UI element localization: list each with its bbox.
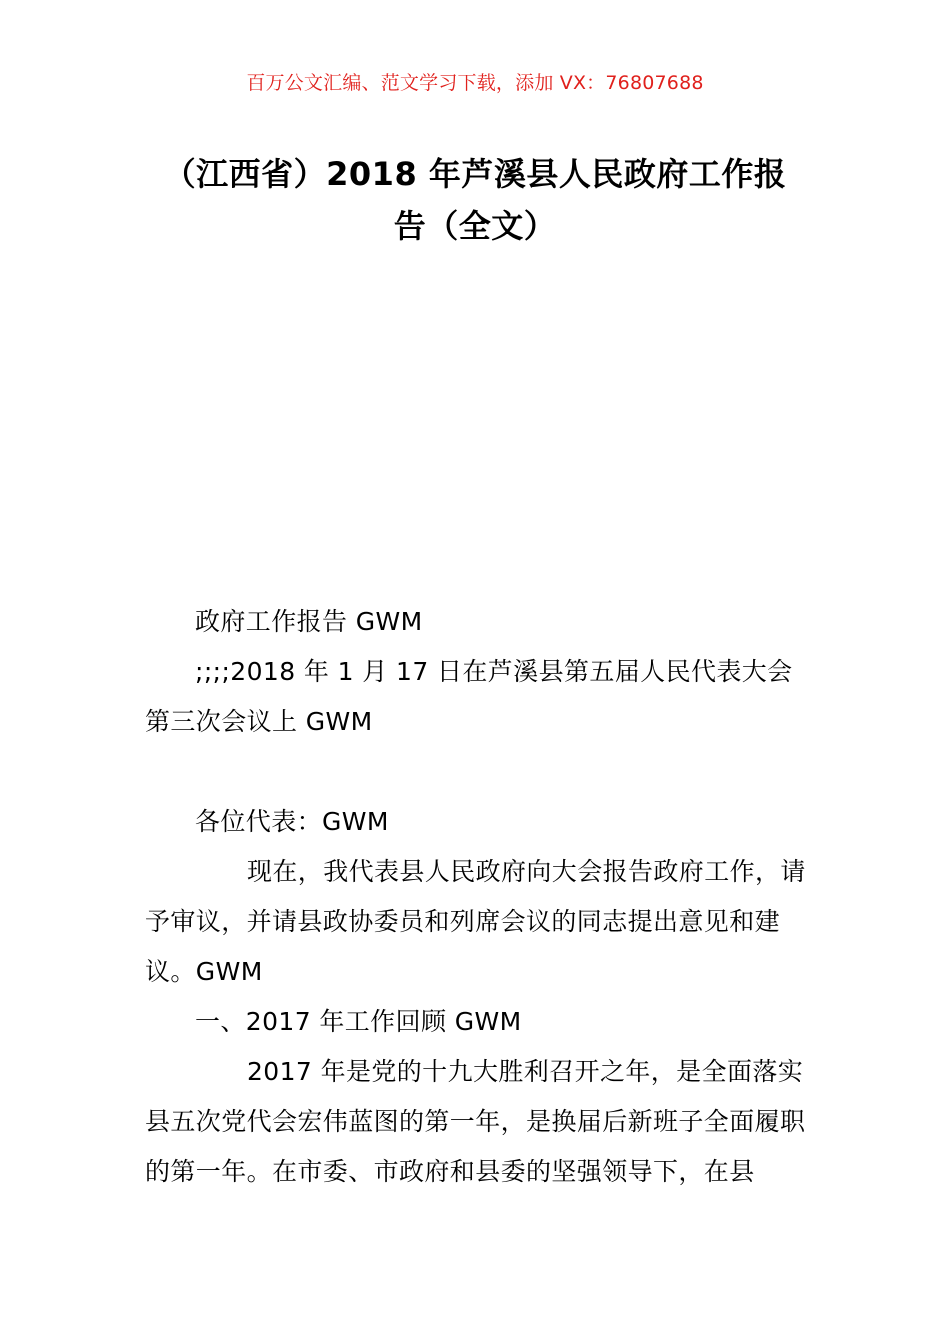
- paragraph-review-body: 2017 年是党的十九大胜利召开之年，是全面落实县五次党代会宏伟蓝图的第一年，是换届后新班子全面履职的第一年。在市委、市政府和县委的坚强领导下，在县: [145, 1057, 806, 1186]
- paragraph-report-label: 政府工作报告 GWM: [195, 607, 423, 636]
- title-line-1: （江西省）2018 年芦溪县人民政府工作报: [163, 155, 787, 193]
- section-heading-review: 一、2017 年工作回顾 GWM: [195, 1007, 522, 1036]
- paragraph-meeting-info: ;;;;2018 年 1 月 17 日在芦溪县第五届人民代表大会第三次会议上 GWM: [145, 657, 793, 736]
- header-note: 百万公文汇编、范文学习下载，添加 VX：76807688: [246, 72, 704, 94]
- document-body: [145, 597, 810, 1197]
- paragraph-intro: 现在，我代表县人民政府向大会报告政府工作，请予审议，并请县政协委员和列席会议的同志提出意见和建议。GWM: [145, 857, 806, 986]
- document-title: [140, 148, 810, 252]
- paragraph-salutation: 各位代表：GWM: [195, 807, 389, 836]
- blank-line: [145, 747, 810, 797]
- title-line-2: 告（全文）: [393, 207, 557, 245]
